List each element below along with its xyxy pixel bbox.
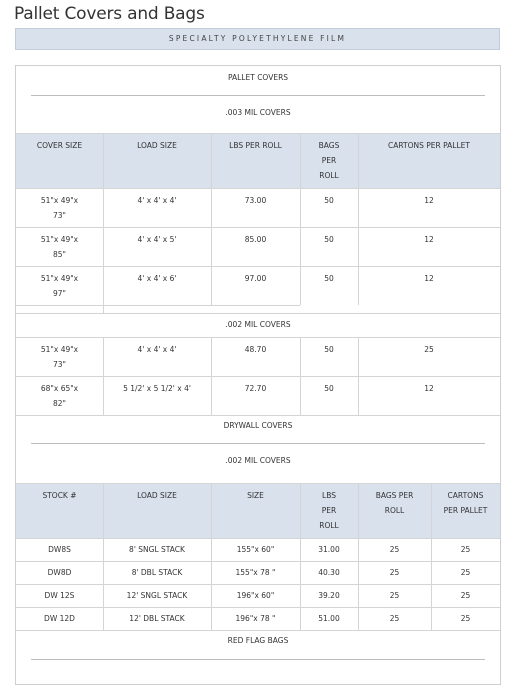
table-cell: DW 12S [44, 591, 75, 600]
table-cell: 12 [424, 384, 434, 393]
table-cell: 25 [460, 568, 471, 577]
table-cell: 25 [389, 614, 400, 623]
divider [31, 443, 485, 444]
table-cell: 8' DBL STACK [131, 568, 183, 577]
table-cell: 25 [389, 545, 400, 554]
table-cell: 196"x 60" [236, 591, 275, 600]
table-cell: DW 12D [44, 614, 75, 623]
mil003-title: .003 MIL COVERS [225, 108, 291, 117]
col-header: BAGS PER ROLL [375, 491, 414, 515]
table-cell: 50 [324, 196, 334, 205]
hline [16, 227, 500, 228]
hline [16, 561, 500, 562]
col-header: STOCK # [42, 491, 77, 500]
table-cell: 48.70 [244, 345, 267, 354]
table-cell: 12 [424, 196, 434, 205]
vline [103, 133, 104, 313]
hline [16, 313, 500, 314]
table-cell: 51"x 49"x 73" [40, 196, 79, 220]
table-cell: 85.00 [244, 235, 267, 244]
col-header: CARTONS PER PALLET [443, 491, 488, 515]
table-cell: 51.00 [318, 614, 340, 623]
drywall-mil002-title: .002 MIL COVERS [225, 456, 291, 465]
table-cell: 155"x 78 " [235, 568, 276, 577]
table-cell: 25 [389, 568, 400, 577]
table-cell: 5 1/2' x 5 1/2' x 4' [123, 384, 191, 393]
col-header: LOAD SIZE [137, 141, 177, 150]
col-header: SIZE [247, 491, 264, 500]
divider [31, 95, 485, 96]
table-cell: 25 [389, 591, 400, 600]
table-cell: 50 [324, 345, 334, 354]
hline [16, 133, 500, 134]
spec-table [15, 65, 501, 685]
table-cell: 97.00 [244, 274, 267, 283]
table-cell: 40.30 [318, 568, 340, 577]
table-cell: 25 [424, 345, 434, 354]
red-flag-bags-title: RED FLAG BAGS [227, 636, 289, 645]
hline [16, 584, 500, 585]
table-cell: 50 [324, 235, 334, 244]
table-cell: 4' x 4' x 5' [137, 235, 177, 244]
table-cell: 196"x 78 " [235, 614, 276, 623]
drywall-covers-title: DRYWALL COVERS [223, 421, 293, 430]
table-cell: 4' x 4' x 4' [137, 345, 177, 354]
table-cell: 72.70 [244, 384, 267, 393]
hline [16, 630, 500, 631]
table-cell: 12' DBL STACK [129, 614, 185, 623]
table-cell: 51"x 49"x 73" [40, 345, 79, 369]
table-cell: 12' SNGL STACK [126, 591, 188, 600]
table-cell: 8' SNGL STACK [129, 545, 185, 554]
section-banner: SPECIALTY POLYETHYLENE FILM [15, 28, 500, 50]
hline [16, 188, 500, 189]
col-header: LOAD SIZE [137, 491, 177, 500]
vline [211, 133, 212, 305]
table-cell: 73.00 [244, 196, 267, 205]
table-cell: 155"x 60" [236, 545, 275, 554]
table-cell: 25 [460, 545, 471, 554]
table-cell: 12 [424, 274, 434, 283]
col-header: LBS PER ROLL [319, 491, 339, 530]
hline [16, 266, 500, 267]
table-cell: 51"x 49"x 97" [40, 274, 79, 298]
table-cell: DW8D [47, 568, 72, 577]
hline [16, 538, 500, 539]
col-header: CARTONS PER PALLET [388, 141, 470, 150]
page-title: Pallet Covers and Bags [14, 4, 205, 24]
table-cell: 4' x 4' x 4' [137, 196, 177, 205]
pallet-covers-title: PALLET COVERS [227, 73, 289, 82]
table-cell: 68"x 65"x 82" [40, 384, 79, 408]
table-cell: 50 [324, 274, 334, 283]
table-cell: 25 [460, 591, 471, 600]
divider [31, 659, 485, 660]
table-cell: 12 [424, 235, 434, 244]
hline [16, 376, 500, 377]
hline [16, 607, 500, 608]
table-cell: 25 [460, 614, 471, 623]
hline [16, 305, 300, 306]
table-cell: 39.20 [318, 591, 340, 600]
table-cell: DW8S [48, 545, 71, 554]
table-cell: 31.00 [318, 545, 340, 554]
hline [16, 415, 500, 416]
vline [300, 133, 301, 305]
hline [16, 337, 500, 338]
col-header: LBS PER ROLL [229, 141, 282, 150]
table-cell: 51"x 49"x 85" [40, 235, 79, 259]
table-cell: 50 [324, 384, 334, 393]
col-header: COVER SIZE [36, 141, 83, 150]
col-header: BAGS PER ROLL [318, 141, 340, 180]
hline [16, 483, 500, 484]
mil002-title: .002 MIL COVERS [225, 320, 291, 329]
table-cell: 4' x 4' x 6' [137, 274, 177, 283]
vline [358, 133, 359, 305]
